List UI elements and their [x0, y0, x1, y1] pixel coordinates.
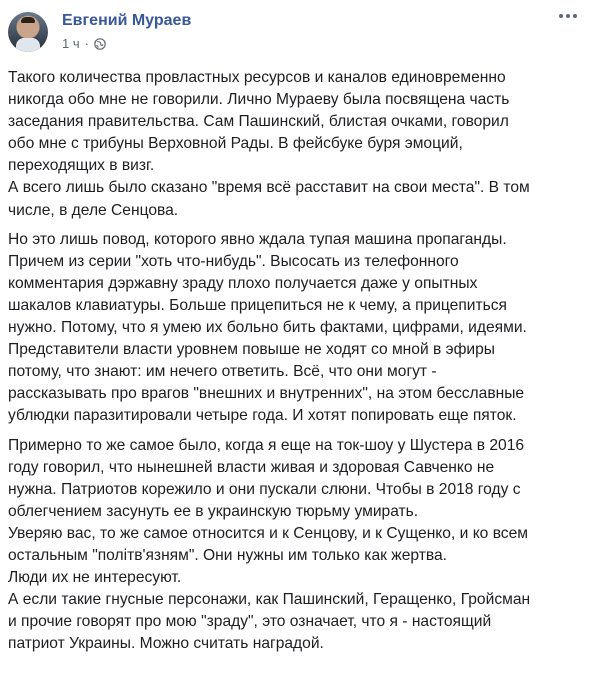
post-text-line: ублюдки паразитировали четыре года. И хотят попировать еще пяток.	[8, 407, 517, 425]
author-name[interactable]: Евгений Мураев	[62, 12, 192, 29]
post-text-line: Причем из серии "хоть что-нибудь". Высосать из телефонного	[8, 252, 459, 270]
more-dot	[559, 14, 563, 18]
globe-icon[interactable]	[94, 38, 106, 50]
post-text-line: потому, что знают: им нечего ответить. Всё, что они могут -	[8, 363, 437, 381]
post-text	[8, 67, 580, 655]
post-text-line: А всего лишь было сказано "время всё расставит на свои места". В том	[8, 179, 530, 197]
post-text-line: числе, в деле Сенцова.	[8, 201, 179, 219]
post-paragraph	[8, 229, 580, 428]
post-text-line: никогда обо мне не говорили. Лично Мураеву была посвящена часть	[8, 91, 510, 109]
post-header	[8, 6, 584, 56]
post-text-line: Но это лишь повод, которого явно ждала тупая машина пропаганды.	[8, 230, 507, 248]
post-paragraph	[8, 67, 580, 222]
post-text-line: нужна. Патриотов корежило и они пускали слюни. Чтобы в 2018 году с	[8, 480, 521, 498]
post-text-line: году говорил, что нынешней власти живая и здоровая Савченко не	[8, 458, 495, 476]
post-text-line: заседания правительства. Сам Пашинский, блистая очками, говорил	[8, 113, 509, 131]
post-text-line: переходящих в визг.	[8, 157, 155, 175]
post-text-line: Уверяю вас, то же самое относится и к Сенцову, и к Сущенко, и ко всем	[8, 524, 528, 542]
post-text-line: обо мне с трибуны Верховной Рады. В фейсбуке буря эмоций,	[8, 135, 463, 153]
post-text-line: комментария дэржавну зраду плохо получается даже у опытных	[8, 274, 478, 292]
avatar-hair	[21, 17, 35, 23]
post-text-line: Представители власти уровнем повыше не ходят со мной в эфиры	[8, 341, 495, 359]
post-text-line: остальным "політв'язням". Они нужны им только как жертва.	[8, 546, 447, 564]
post-meta	[62, 36, 106, 51]
more-dot	[573, 14, 577, 18]
more-options-icon[interactable]	[556, 8, 580, 24]
post-text-line: рассказывать про врагов "внешних и внутренних", на этом бесславные	[8, 385, 525, 403]
post-text-line: патриот Украины. Можно считать наградой.	[8, 635, 324, 653]
post-text-line: нужно. Потому, что я умею их больно бить фактами, цифрами, идеями.	[8, 319, 527, 337]
post-text-line: Такого количества провластных ресурсов и каналов единовременно	[8, 69, 506, 86]
post-timestamp[interactable]: 1 ч	[62, 36, 80, 51]
post-text-line: и прочие говорят про мою "зраду", это означает, что я - настоящий	[8, 613, 492, 631]
post-text-line: Люди их не интересуют.	[8, 569, 182, 587]
post-text-line: облегчением засунуть ее в украинскую тюрьму умирать.	[8, 502, 419, 520]
post-text-line: шакалов клавиатуры. Больше прицепиться не к чему, а прицепиться	[8, 296, 507, 314]
post-paragraph	[8, 435, 580, 656]
more-dot	[566, 14, 570, 18]
author-avatar[interactable]	[8, 12, 48, 52]
avatar-shirt	[16, 38, 40, 52]
post-text-line: А если такие гнусные персонажи, как Пашинский, Геращенко, Гройсман	[8, 591, 531, 609]
post-text-line: Примерно то же самое было, когда я еще на ток-шоу у Шустера в 2016	[8, 436, 525, 454]
meta-separator: ·	[84, 36, 89, 51]
